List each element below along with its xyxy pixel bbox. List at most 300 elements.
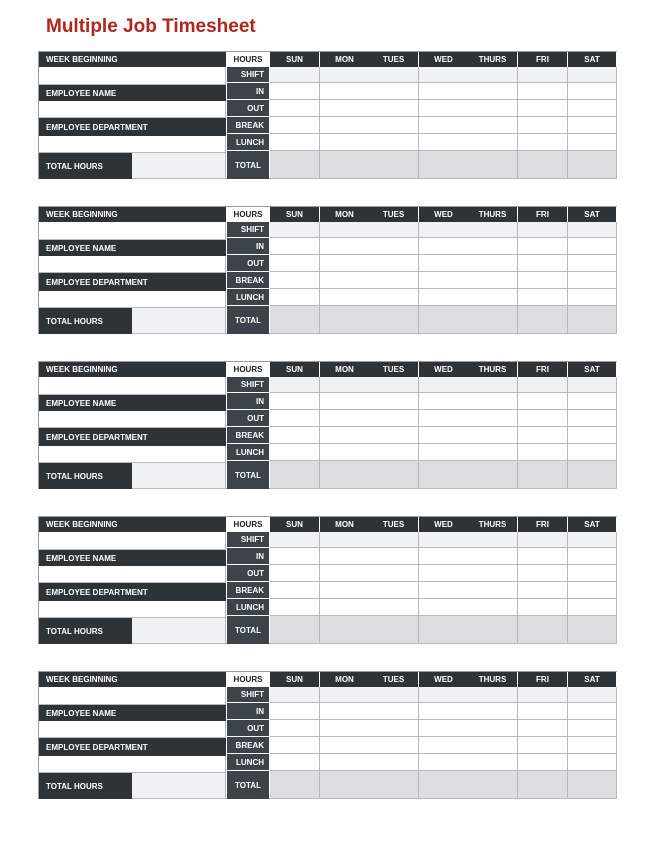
time-entry-cell[interactable]: [419, 393, 469, 410]
day-header-mon: MON: [320, 52, 370, 67]
day-total-cell[interactable]: [468, 616, 518, 644]
time-entry-cell[interactable]: [419, 565, 469, 582]
time-entry-cell[interactable]: [468, 377, 518, 393]
time-entry-cell[interactable]: [568, 720, 617, 737]
week-beginning-input[interactable]: [39, 67, 226, 85]
time-entry-cell[interactable]: [419, 444, 469, 461]
day-header-fri: FRI: [518, 672, 568, 687]
total-hours-label: TOTAL HOURS: [39, 463, 132, 489]
employee-name-label: EMPLOYEE NAME: [39, 85, 226, 101]
total-hours-value[interactable]: [132, 463, 226, 489]
day-total-cell[interactable]: [468, 306, 518, 334]
time-entry-cell[interactable]: [468, 427, 518, 444]
time-entry-cell[interactable]: [419, 548, 469, 565]
time-entry-cell[interactable]: [468, 255, 518, 272]
row-label-shift: SHIFT: [227, 377, 269, 393]
time-entry-cell[interactable]: [568, 377, 617, 393]
time-entry-cell[interactable]: [518, 565, 568, 582]
row-label-in: IN: [227, 703, 269, 720]
time-entry-cell[interactable]: [419, 67, 469, 83]
time-entry-cell[interactable]: [369, 737, 419, 754]
time-entry-cell[interactable]: [568, 67, 617, 83]
time-entry-cell[interactable]: [568, 582, 617, 599]
time-entry-cell[interactable]: [270, 532, 320, 548]
day-header-sun: SUN: [270, 207, 320, 222]
time-entry-cell[interactable]: [468, 410, 518, 427]
time-entry-cell[interactable]: [419, 134, 469, 151]
day-total-cell[interactable]: [518, 461, 568, 489]
total-row-label: TOTAL: [227, 461, 269, 489]
time-entry-cell[interactable]: [320, 444, 370, 461]
time-entry-cell[interactable]: [320, 393, 370, 410]
time-entry-cell[interactable]: [518, 117, 568, 134]
time-entry-cell[interactable]: [518, 720, 568, 737]
row-label-shift: SHIFT: [227, 222, 269, 238]
day-total-cell[interactable]: [369, 306, 419, 334]
time-entry-cell[interactable]: [568, 83, 617, 100]
time-entry-cell[interactable]: [468, 599, 518, 616]
time-entry-cell[interactable]: [320, 532, 370, 548]
time-entry-cell[interactable]: [568, 599, 617, 616]
time-entry-cell[interactable]: [320, 548, 370, 565]
time-entry-cell[interactable]: [518, 410, 568, 427]
employee-name-input[interactable]: [39, 411, 226, 428]
time-entry-cell[interactable]: [369, 117, 419, 134]
day-header-wed: WED: [419, 207, 469, 222]
time-entry-cell[interactable]: [369, 393, 419, 410]
day-total-cell[interactable]: [518, 616, 568, 644]
row-label-shift: SHIFT: [227, 532, 269, 548]
day-total-cell[interactable]: [320, 616, 370, 644]
time-entry-cell[interactable]: [320, 117, 370, 134]
timesheet-block: [38, 51, 617, 179]
day-total-cell[interactable]: [468, 151, 518, 179]
day-header-sat: SAT: [568, 52, 617, 67]
time-entry-cell[interactable]: [270, 100, 320, 117]
time-entry-cell[interactable]: [320, 67, 370, 83]
time-entry-cell[interactable]: [518, 444, 568, 461]
row-label-break: BREAK: [227, 737, 269, 754]
day-total-cell[interactable]: [518, 771, 568, 799]
time-entry-cell[interactable]: [568, 255, 617, 272]
time-entry-cell[interactable]: [369, 222, 419, 238]
time-entry-cell[interactable]: [270, 393, 320, 410]
time-entry-cell[interactable]: [320, 703, 370, 720]
day-header-thurs: THURS: [468, 517, 518, 532]
total-row-label: TOTAL: [227, 151, 269, 179]
day-total-cell[interactable]: [320, 461, 370, 489]
time-entry-cell[interactable]: [270, 754, 320, 771]
time-entry-cell[interactable]: [369, 100, 419, 117]
employee-name-input[interactable]: [39, 566, 226, 583]
week-beginning-label: WEEK BEGINNING: [39, 517, 226, 532]
time-entry-cell[interactable]: [568, 532, 617, 548]
time-entry-cell[interactable]: [568, 410, 617, 427]
time-entry-cell[interactable]: [320, 427, 370, 444]
day-total-cell[interactable]: [518, 306, 568, 334]
time-entry-cell[interactable]: [320, 754, 370, 771]
time-entry-cell[interactable]: [518, 599, 568, 616]
time-entry-cell[interactable]: [320, 100, 370, 117]
total-hours-value[interactable]: [132, 618, 226, 644]
time-entry-cell[interactable]: [468, 720, 518, 737]
day-total-cell[interactable]: [419, 616, 469, 644]
total-row-label: TOTAL: [227, 306, 269, 334]
time-entry-cell[interactable]: [320, 134, 370, 151]
day-header-thurs: THURS: [468, 362, 518, 377]
time-entry-cell[interactable]: [568, 754, 617, 771]
time-entry-cell[interactable]: [369, 377, 419, 393]
time-entry-cell[interactable]: [568, 737, 617, 754]
time-entry-cell[interactable]: [468, 687, 518, 703]
day-total-cell[interactable]: [270, 461, 320, 489]
time-entry-cell[interactable]: [468, 703, 518, 720]
time-entry-cell[interactable]: [518, 222, 568, 238]
hours-header: HOURS: [227, 207, 269, 222]
time-entry-cell[interactable]: [468, 532, 518, 548]
time-entry-cell[interactable]: [468, 117, 518, 134]
time-entry-cell[interactable]: [270, 565, 320, 582]
time-entry-cell[interactable]: [518, 272, 568, 289]
time-entry-cell[interactable]: [369, 410, 419, 427]
time-entry-cell[interactable]: [568, 117, 617, 134]
day-total-cell[interactable]: [270, 616, 320, 644]
day-header-tues: TUES: [369, 517, 419, 532]
day-total-cell[interactable]: [320, 306, 370, 334]
time-entry-cell[interactable]: [270, 599, 320, 616]
time-entry-cell[interactable]: [419, 272, 469, 289]
day-total-cell[interactable]: [468, 771, 518, 799]
time-entry-cell[interactable]: [518, 289, 568, 306]
time-entry-cell[interactable]: [369, 582, 419, 599]
time-entry-cell[interactable]: [518, 532, 568, 548]
day-header-fri: FRI: [518, 52, 568, 67]
time-entry-cell[interactable]: [270, 444, 320, 461]
time-entry-cell[interactable]: [419, 754, 469, 771]
total-hours-label: TOTAL HOURS: [39, 773, 132, 799]
time-entry-cell[interactable]: [568, 134, 617, 151]
time-entry-cell[interactable]: [320, 737, 370, 754]
time-entry-cell[interactable]: [369, 83, 419, 100]
day-header-wed: WED: [419, 362, 469, 377]
day-total-cell[interactable]: [419, 151, 469, 179]
time-entry-cell[interactable]: [468, 565, 518, 582]
employee-name-label: EMPLOYEE NAME: [39, 395, 226, 411]
time-entry-cell[interactable]: [568, 703, 617, 720]
time-entry-cell[interactable]: [270, 737, 320, 754]
employee-department-input[interactable]: [39, 446, 226, 463]
time-entry-cell[interactable]: [419, 255, 469, 272]
time-entry-cell[interactable]: [468, 134, 518, 151]
time-entry-cell[interactable]: [468, 737, 518, 754]
time-entry-cell[interactable]: [369, 599, 419, 616]
time-entry-cell[interactable]: [518, 548, 568, 565]
row-label-break: BREAK: [227, 582, 269, 599]
time-entry-cell[interactable]: [419, 720, 469, 737]
total-hours-value[interactable]: [132, 308, 226, 334]
time-entry-cell[interactable]: [518, 377, 568, 393]
day-header-wed: WED: [419, 517, 469, 532]
time-entry-cell[interactable]: [270, 703, 320, 720]
time-entry-cell[interactable]: [518, 100, 568, 117]
time-entry-cell[interactable]: [419, 703, 469, 720]
time-entry-cell[interactable]: [468, 83, 518, 100]
day-header-sat: SAT: [568, 672, 617, 687]
time-entry-cell[interactable]: [419, 222, 469, 238]
time-entry-cell[interactable]: [369, 272, 419, 289]
day-header-sat: SAT: [568, 362, 617, 377]
time-entry-cell[interactable]: [320, 410, 370, 427]
time-entry-cell[interactable]: [468, 393, 518, 410]
time-entry-cell[interactable]: [568, 289, 617, 306]
day-total-cell[interactable]: [568, 461, 617, 489]
day-header-thurs: THURS: [468, 672, 518, 687]
employee-name-input[interactable]: [39, 721, 226, 738]
time-entry-cell[interactable]: [270, 67, 320, 83]
time-entry-cell[interactable]: [419, 532, 469, 548]
day-header-tues: TUES: [369, 52, 419, 67]
time-entry-cell[interactable]: [270, 687, 320, 703]
row-label-lunch: LUNCH: [227, 754, 269, 771]
time-entry-cell[interactable]: [270, 720, 320, 737]
time-entry-cell[interactable]: [419, 100, 469, 117]
time-entry-cell[interactable]: [468, 754, 518, 771]
time-entry-cell[interactable]: [518, 754, 568, 771]
time-entry-cell[interactable]: [568, 238, 617, 255]
day-header-tues: TUES: [369, 672, 419, 687]
time-entry-cell[interactable]: [270, 548, 320, 565]
time-entry-cell[interactable]: [419, 117, 469, 134]
time-entry-cell[interactable]: [568, 222, 617, 238]
row-label-out: OUT: [227, 410, 269, 427]
time-entry-cell[interactable]: [270, 272, 320, 289]
time-entry-cell[interactable]: [518, 238, 568, 255]
time-entry-cell[interactable]: [270, 427, 320, 444]
day-total-cell[interactable]: [568, 771, 617, 799]
day-total-cell[interactable]: [369, 771, 419, 799]
day-total-cell[interactable]: [369, 461, 419, 489]
day-total-cell[interactable]: [369, 616, 419, 644]
employee-name-input[interactable]: [39, 101, 226, 118]
time-entry-cell[interactable]: [568, 444, 617, 461]
time-entry-cell[interactable]: [419, 83, 469, 100]
time-entry-cell[interactable]: [419, 377, 469, 393]
time-entry-cell[interactable]: [518, 703, 568, 720]
time-entry-cell[interactable]: [518, 582, 568, 599]
row-label-in: IN: [227, 238, 269, 255]
time-entry-cell[interactable]: [320, 720, 370, 737]
time-entry-cell[interactable]: [270, 83, 320, 100]
time-entry-cell[interactable]: [270, 222, 320, 238]
day-header-thurs: THURS: [468, 52, 518, 67]
row-label-lunch: LUNCH: [227, 134, 269, 151]
day-header-tues: TUES: [369, 207, 419, 222]
row-label-shift: SHIFT: [227, 67, 269, 83]
time-entry-cell[interactable]: [568, 427, 617, 444]
day-total-cell[interactable]: [419, 306, 469, 334]
time-entry-cell[interactable]: [369, 444, 419, 461]
time-entry-cell[interactable]: [369, 255, 419, 272]
row-label-lunch: LUNCH: [227, 444, 269, 461]
day-total-cell[interactable]: [419, 771, 469, 799]
week-beginning-label: WEEK BEGINNING: [39, 207, 226, 222]
week-beginning-input[interactable]: [39, 687, 226, 705]
time-entry-cell[interactable]: [468, 582, 518, 599]
day-total-cell[interactable]: [419, 461, 469, 489]
time-entry-cell[interactable]: [270, 255, 320, 272]
employee-name-label: EMPLOYEE NAME: [39, 705, 226, 721]
day-header-thurs: THURS: [468, 207, 518, 222]
employee-department-label: EMPLOYEE DEPARTMENT: [39, 273, 226, 291]
week-beginning-input[interactable]: [39, 222, 226, 240]
time-entry-cell[interactable]: [468, 67, 518, 83]
time-entry-cell[interactable]: [468, 222, 518, 238]
time-entry-cell[interactable]: [518, 255, 568, 272]
employee-department-input[interactable]: [39, 136, 226, 153]
day-total-cell[interactable]: [468, 461, 518, 489]
time-entry-cell[interactable]: [518, 393, 568, 410]
employee-department-input[interactable]: [39, 601, 226, 618]
day-header-fri: FRI: [518, 517, 568, 532]
time-entry-cell[interactable]: [320, 238, 370, 255]
time-entry-cell[interactable]: [419, 582, 469, 599]
week-beginning-label: WEEK BEGINNING: [39, 672, 226, 687]
time-entry-cell[interactable]: [369, 238, 419, 255]
time-entry-cell[interactable]: [320, 289, 370, 306]
week-beginning-input[interactable]: [39, 377, 226, 395]
day-total-cell[interactable]: [518, 151, 568, 179]
time-entry-cell[interactable]: [518, 67, 568, 83]
employee-department-input[interactable]: [39, 756, 226, 773]
day-total-cell[interactable]: [320, 771, 370, 799]
day-header-sun: SUN: [270, 672, 320, 687]
week-beginning-label: WEEK BEGINNING: [39, 52, 226, 67]
day-total-cell[interactable]: [568, 306, 617, 334]
employee-department-input[interactable]: [39, 291, 226, 308]
employee-name-label: EMPLOYEE NAME: [39, 240, 226, 256]
time-entry-cell[interactable]: [270, 238, 320, 255]
time-entry-cell[interactable]: [518, 737, 568, 754]
time-entry-cell[interactable]: [568, 565, 617, 582]
time-entry-cell[interactable]: [419, 427, 469, 444]
time-entry-cell[interactable]: [320, 565, 370, 582]
day-total-cell[interactable]: [369, 151, 419, 179]
employee-name-input[interactable]: [39, 256, 226, 273]
row-label-break: BREAK: [227, 427, 269, 444]
time-entry-cell[interactable]: [468, 444, 518, 461]
week-beginning-input[interactable]: [39, 532, 226, 550]
row-label-lunch: LUNCH: [227, 289, 269, 306]
row-label-shift: SHIFT: [227, 687, 269, 703]
time-entry-cell[interactable]: [468, 272, 518, 289]
time-entry-cell[interactable]: [468, 100, 518, 117]
time-entry-cell[interactable]: [518, 134, 568, 151]
day-header-tues: TUES: [369, 362, 419, 377]
day-header-sun: SUN: [270, 517, 320, 532]
time-entry-cell[interactable]: [568, 393, 617, 410]
time-entry-cell[interactable]: [320, 272, 370, 289]
time-entry-cell[interactable]: [419, 289, 469, 306]
time-entry-cell[interactable]: [369, 703, 419, 720]
time-entry-cell[interactable]: [518, 687, 568, 703]
day-total-cell[interactable]: [568, 616, 617, 644]
day-total-cell[interactable]: [270, 771, 320, 799]
time-entry-cell[interactable]: [369, 720, 419, 737]
time-entry-cell[interactable]: [468, 289, 518, 306]
time-entry-cell[interactable]: [568, 272, 617, 289]
time-entry-cell[interactable]: [419, 687, 469, 703]
time-entry-cell[interactable]: [518, 83, 568, 100]
time-entry-cell[interactable]: [369, 548, 419, 565]
time-entry-cell[interactable]: [419, 737, 469, 754]
row-label-in: IN: [227, 548, 269, 565]
time-entry-cell[interactable]: [270, 117, 320, 134]
time-entry-cell[interactable]: [419, 410, 469, 427]
time-entry-cell[interactable]: [369, 754, 419, 771]
day-header-mon: MON: [320, 672, 370, 687]
total-hours-value[interactable]: [132, 153, 226, 179]
day-total-cell[interactable]: [568, 151, 617, 179]
day-header-fri: FRI: [518, 362, 568, 377]
total-row-label: TOTAL: [227, 771, 269, 799]
time-entry-cell[interactable]: [369, 565, 419, 582]
timesheet-block: [38, 206, 617, 334]
time-entry-cell[interactable]: [468, 238, 518, 255]
time-entry-cell[interactable]: [369, 289, 419, 306]
day-header-sun: SUN: [270, 52, 320, 67]
time-entry-cell[interactable]: [270, 377, 320, 393]
hours-header: HOURS: [227, 672, 269, 687]
total-hours-value[interactable]: [132, 773, 226, 799]
row-label-out: OUT: [227, 720, 269, 737]
time-entry-cell[interactable]: [568, 548, 617, 565]
time-entry-cell[interactable]: [369, 67, 419, 83]
day-total-cell[interactable]: [270, 306, 320, 334]
day-header-fri: FRI: [518, 207, 568, 222]
day-header-sun: SUN: [270, 362, 320, 377]
time-entry-cell[interactable]: [369, 532, 419, 548]
total-hours-label: TOTAL HOURS: [39, 308, 132, 334]
time-entry-cell[interactable]: [369, 427, 419, 444]
time-entry-cell[interactable]: [320, 222, 370, 238]
time-entry-cell[interactable]: [518, 427, 568, 444]
time-entry-cell[interactable]: [568, 687, 617, 703]
hours-header: HOURS: [227, 52, 269, 67]
day-header-sat: SAT: [568, 517, 617, 532]
time-entry-cell[interactable]: [270, 289, 320, 306]
time-entry-cell[interactable]: [468, 548, 518, 565]
day-total-cell[interactable]: [320, 151, 370, 179]
day-total-cell[interactable]: [270, 151, 320, 179]
time-entry-cell[interactable]: [419, 238, 469, 255]
time-entry-cell[interactable]: [369, 134, 419, 151]
time-entry-cell[interactable]: [270, 410, 320, 427]
time-entry-cell[interactable]: [568, 100, 617, 117]
time-entry-cell[interactable]: [320, 83, 370, 100]
time-entry-cell[interactable]: [320, 582, 370, 599]
time-entry-cell[interactable]: [320, 255, 370, 272]
time-entry-cell[interactable]: [320, 377, 370, 393]
time-entry-cell[interactable]: [320, 687, 370, 703]
time-entry-cell[interactable]: [320, 599, 370, 616]
page-title: Multiple Job Timesheet: [46, 16, 256, 37]
employee-department-label: EMPLOYEE DEPARTMENT: [39, 428, 226, 446]
time-entry-cell[interactable]: [270, 134, 320, 151]
day-header-mon: MON: [320, 362, 370, 377]
time-entry-cell[interactable]: [419, 599, 469, 616]
time-entry-cell[interactable]: [369, 687, 419, 703]
time-entry-cell[interactable]: [270, 582, 320, 599]
